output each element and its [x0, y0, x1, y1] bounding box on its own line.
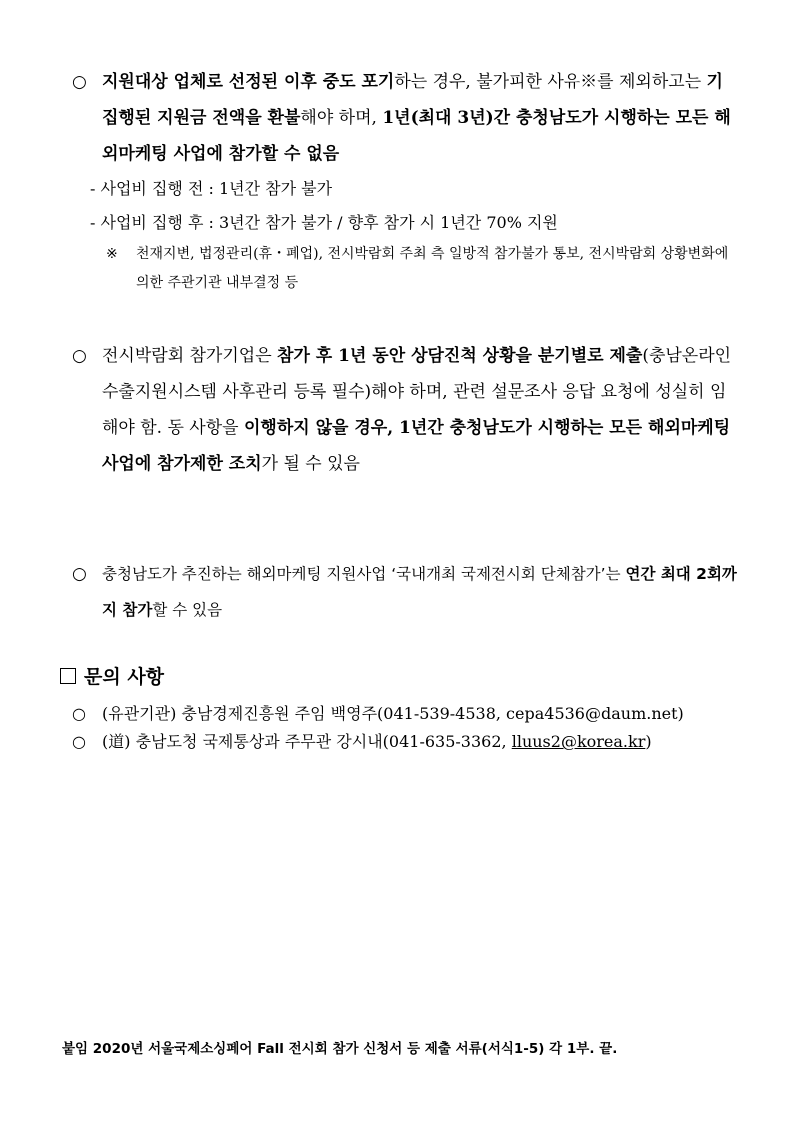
sub-item-before: - 사업비 집행 전 : 1년간 참가 불가: [90, 179, 333, 198]
bullet-circle-icon: ○: [72, 72, 87, 92]
contact-item: [72, 728, 742, 756]
inquiry-title: 문의 사항: [84, 666, 165, 688]
footnote: [72, 240, 742, 298]
section-withdrawal: [72, 64, 742, 298]
sub-item-after: - 사업비 집행 후 : 3년간 참가 불가 / 향후 참가 시 1년간 70% 지원: [90, 213, 558, 232]
text-segment: (충남온라인수출지원시스템 사후관리 등록 필수)해야 하며, 관련 설문조사 응답 요청에 성실히 임해야 함. 동 사항을: [102, 346, 732, 438]
text-segment: 충청남도가 추진하는 해외마케팅 지원사업 ‘국내개최 국제전시회 단체참가’는: [102, 565, 626, 583]
section-participation-limit: [72, 556, 742, 628]
bullet-circle-icon: ○: [72, 704, 86, 723]
bold-text-segment: 연간 최대 2회까지 참가: [102, 565, 737, 619]
bold-text-segment: 지원대상 업체로 선정된 이후 중도 포기: [102, 72, 395, 92]
attachment-line: 붙임 2020년 서울국제소싱페어 Fall 전시회 참가 신청서 등 제출 서류(서식1-5) 각 1부. 끝.: [62, 1041, 618, 1057]
reporting-paragraph: [72, 338, 742, 482]
contact-text: (유관기관) 충남경제진흥원 주임 백영주(041-539-4538, cepa4536@daum.net): [102, 704, 684, 723]
contact-close: ): [645, 732, 652, 751]
bold-text-segment: 이행하지 않을 경우, 1년간 충청남도가 시행하는 모든 해외마케팅 사업에 참가제한 조치: [102, 418, 731, 474]
text-segment: 전시박람회 참가기업은: [102, 346, 278, 366]
email-link[interactable]: lluus2@korea.kr: [511, 732, 646, 751]
withdrawal-text: [102, 72, 731, 164]
inquiry-heading: [60, 660, 164, 694]
contact-text: (道) 충남도청 국제통상과 주무관 강시내(041-635-3362,: [102, 732, 512, 751]
bold-text-segment: 기 집행된 지원금 전액을 환불: [102, 72, 723, 128]
bullet-circle-icon: ○: [72, 732, 86, 751]
participation-text: [102, 565, 737, 619]
text-segment: 할 수 있음: [152, 601, 223, 619]
participation-paragraph: [72, 556, 742, 628]
bold-text-segment: 1년(최대 3년)간 충청남도가 시행하는 모든 해외마케팅 사업에 참가할 수 없음: [102, 108, 731, 164]
reference-mark-icon: ※: [106, 246, 118, 262]
bold-text-segment: 참가 후 1년 동안 상담진척 상황을 분기별로 제출: [277, 346, 643, 366]
checkbox-square-icon: [60, 668, 76, 684]
bullet-circle-icon: ○: [72, 346, 87, 366]
section-reporting: [72, 338, 742, 482]
text-segment: 하는 경우, 불가피한 사유※를 제외하고는: [394, 72, 707, 92]
bullet-circle-icon: ○: [72, 564, 87, 584]
reporting-text: [102, 346, 731, 474]
contact-item: [72, 700, 742, 728]
text-segment: 해야 하며,: [300, 108, 383, 128]
withdrawal-paragraph: [72, 64, 742, 172]
footnote-text: 천재지변, 법정관리(휴・폐업), 전시박람회 주최 측 일방적 참가불가 통보, 전시박람회 상황변화에 의한 주관기관 내부결정 등: [136, 246, 729, 291]
text-segment: 가 될 수 있음: [261, 454, 360, 474]
contact-list: [72, 700, 742, 756]
